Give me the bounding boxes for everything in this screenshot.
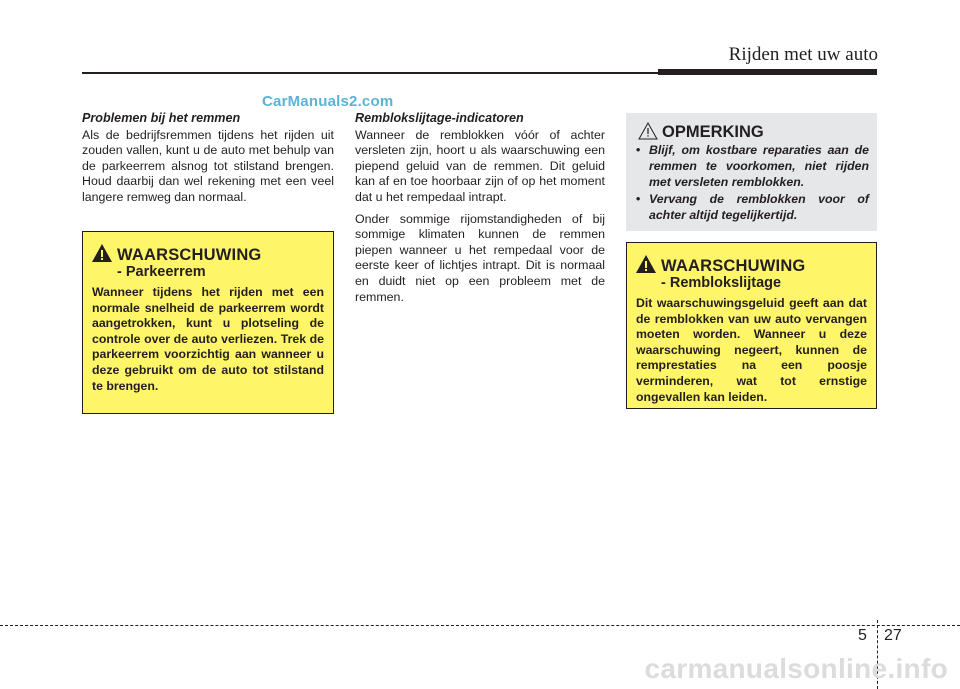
watermark-bottom: carmanualsonline.info [644, 653, 948, 684]
warning-triangle-icon [635, 254, 657, 274]
caution-triangle-icon [638, 122, 658, 140]
warning-body: Wanneer tijdens het rijden met een normale snelheid de parkeerrem wordt aangetrokken, kunt u plotseling de controle over de auto verliezen. Trek de parkeerrem voorzichtig aan wanneer u deze gebruikt om de auto tot stilstand te brengen. [92, 285, 324, 393]
warning-subtitle: - Remblokslijtage [661, 275, 782, 291]
section-heading-wear-indicators: Remblokslijtage-indicatoren [355, 111, 524, 125]
warning-body: Dit waarschuwingsgeluid geeft aan dat de remblokken van uw auto vervangen moeten worden. Wanneer u deze waarschuwing negeert, kunnen de remprestaties na een poosje verminderen, wat tot ernstige ongevallen kan leiden. [636, 296, 867, 404]
watermark-top: CarManuals2.com [262, 93, 394, 110]
page-number: 27 [884, 627, 902, 644]
footer-rule [0, 625, 960, 626]
note-item: • Vervang de remblokken voor of achter altijd tegelijkertijd. [636, 192, 869, 224]
chapter-number: 5 [858, 627, 867, 644]
left-column [82, 111, 334, 212]
brake-problems-paragraph: Als de bedrijfsremmen tijdens het rijden uit zouden vallen, kunt u de auto met behulp van de parkeerrem alsnog tot stilstand brengen. Houd daarbij dan wel rekening met een veel langere remweg dan normaal. [82, 127, 334, 204]
warning-box-pad-wear [626, 242, 877, 409]
note-item: • Blijf, om kostbare reparaties aan de remmen te voorkomen, niet rijden met versleten remblokken. [636, 143, 869, 190]
warning-title: WAARSCHUWING [661, 257, 806, 275]
header-rule-accent [658, 69, 877, 75]
section-heading-brake-problems: Problemen bij het remmen [82, 111, 241, 125]
running-header: Rijden met uw auto [728, 44, 878, 65]
warning-subtitle: - Parkeerrem [117, 264, 206, 280]
warning-title: WAARSCHUWING [117, 246, 262, 264]
warning-box-parking-brake [82, 231, 334, 414]
middle-column [355, 111, 605, 311]
wear-indicators-paragraph-1: Wanneer de remblokken vóór of achter versleten zijn, hoort u als waarschuwing een piepend geluid van de remmen. Dit geluid kan af en toe hoorbaar zijn of op het moment dat u het rempedaal intrapt. [355, 127, 605, 204]
note-box [626, 113, 877, 231]
warning-triangle-icon [91, 243, 113, 263]
wear-indicators-paragraph-2: Onder sommige rijomstandigheden of bij sommige klimaten kunnen de remmen piepen wanneer u het rempedaal voor de eerste keer of lichtjes intrapt. Dit is normaal en duidt niet op een probleem met de remmen. [355, 211, 605, 304]
note-title: OPMERKING [662, 123, 764, 141]
note-list [636, 143, 869, 226]
